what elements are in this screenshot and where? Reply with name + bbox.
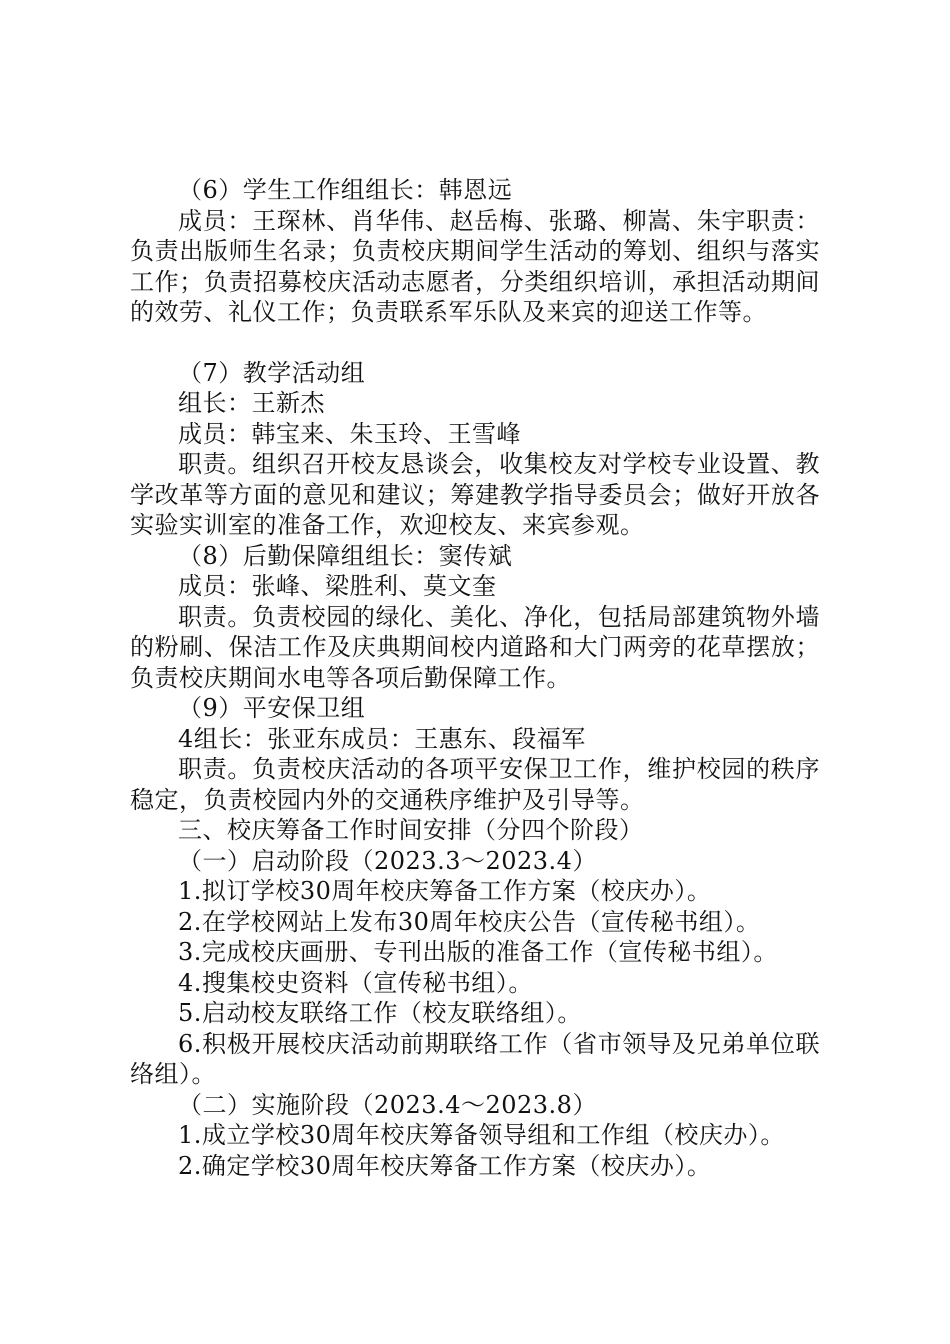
implementation-item-2: 2.确定学校30周年校庆筹备工作方案（校庆办）。 <box>178 1151 712 1180</box>
phase-startup-heading: （一）启动阶段（2023.3～2023.4） <box>178 846 597 875</box>
teaching-duties: 职责。组织召开校友恳谈会，收集校友对学校专业设置、教学改革等方面的意见和建议；筹建教学指导委员会；做好开放各实验实训室的准备工作，欢迎校友、来宾参观。 <box>130 450 820 539</box>
implementation-item-1: 1.成立学校30周年校庆筹备领导组和工作组（校庆办）。 <box>178 1121 785 1149</box>
section-security-heading: （9）平安保卫组 <box>178 694 366 722</box>
startup-item-2: 2.在学校网站上发布30周年校庆公告（宣传秘书组）。 <box>178 907 761 936</box>
startup-item-1: 1.拟订学校30周年校庆筹备工作方案（校庆办）。 <box>178 877 712 905</box>
startup-item-3: 3.完成校庆画册、专刊出版的准备工作（宣传秘书组）。 <box>178 938 778 966</box>
startup-item-6: 6.积极开展校庆活动前期联络工作（省市领导及兄弟单位联络组）。 <box>130 1029 820 1088</box>
security-duties: 职责。负责校庆活动的各项平安保卫工作，维护校园的秩序稳定，负责校园内外的交通秩序维护及引导等。 <box>130 755 820 814</box>
student-work-members-duties: 成员：王琛林、肖华伟、赵岳梅、张璐、柳嵩、朱宇职责：负责出版师生名录；负责校庆期间学生活动的筹划、组织与落实工作；负责招募校庆活动志愿者，分类组织培训，承担活动期间的效劳、礼仪工作；负责联系军乐队及来宾的迎送工作等。 <box>130 206 820 326</box>
section-schedule-heading: 三、校庆筹备工作时间安排（分四个阶段） <box>178 816 644 844</box>
section-student-work-heading: （6）学生工作组组长：韩恩远 <box>178 176 513 204</box>
logistics-members: 成员：张峰、梁胜利、莫文奎 <box>178 572 497 600</box>
startup-item-5: 5.启动校友联络工作（校友联络组）。 <box>178 999 582 1027</box>
section-logistics-heading: （8）后勤保障组组长：窦传斌 <box>178 541 513 570</box>
phase-implementation-heading: （二）实施阶段（2023.4～2023.8） <box>178 1090 597 1119</box>
logistics-duties: 职责。负责校园的绿化、美化、净化，包括局部建筑物外墙的粉刷、保洁工作及庆典期间校内道路和大门两旁的花草摆放；负责校庆期间水电等各项后勤保障工作。 <box>130 602 820 692</box>
paragraph-gap <box>130 328 820 358</box>
teaching-leader: 组长：王新杰 <box>178 389 325 417</box>
teaching-members: 成员：韩宝来、朱玉玲、王雪峰 <box>178 419 521 448</box>
security-leader-members: 4组长：张亚东成员：王惠东、段福军 <box>178 724 586 753</box>
section-teaching-heading: （7）教学活动组 <box>178 358 366 387</box>
document-body <box>130 175 820 1181</box>
startup-item-4: 4.搜集校史资料（宣传秘书组）。 <box>178 968 533 997</box>
